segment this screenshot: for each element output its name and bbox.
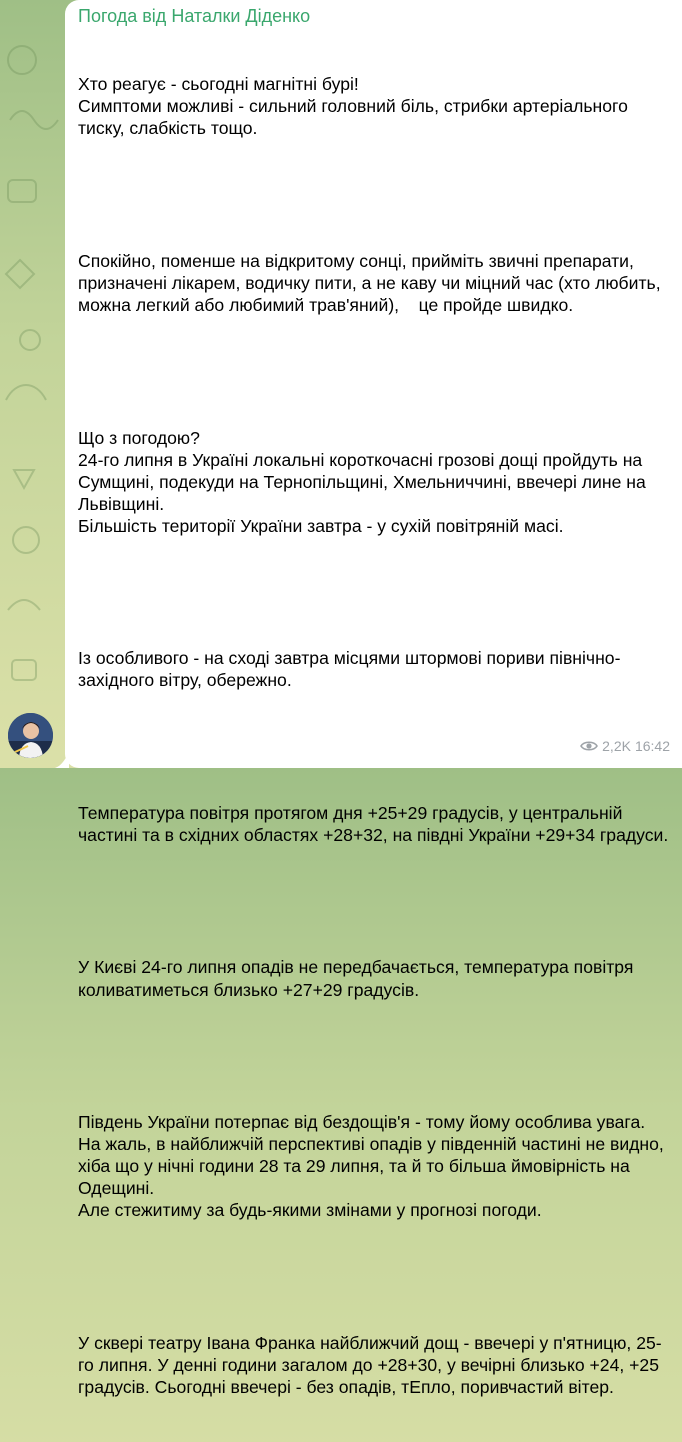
paragraph: Що з погодою? 24-го липня в Україні локальні короткочасні грозові дощі пройдуть на Сумщині, подекуди на Тернопільщині, Хмельниччині, ввечері лине на Львівщині. Більшість території України завтра - у сухій повітряній масі. bbox=[78, 427, 646, 536]
paragraph: Хто реагує - сьогодні магнітні бурі! Симптоми можливі - сильний головний біль, стрибки артеріального тиску, слабкість тощо. bbox=[78, 74, 628, 139]
view-count: 2,2K bbox=[602, 738, 631, 754]
message-time: 16:42 bbox=[634, 738, 670, 754]
message-bubble[interactable] bbox=[65, 0, 682, 1398]
sender-name[interactable]: Погода від Наталки Діденко bbox=[78, 6, 311, 26]
avatar-image bbox=[8, 713, 53, 758]
bubble-tail bbox=[55, 752, 69, 768]
message-text bbox=[78, 29, 672, 1442]
paragraph: Південь України потерпає від бездощів'я - тому йому особлива увага. На жаль, в найближчій перспективі опадів у південній частині не видно, хіба що у нічні години 28 та 29 липня, та й то більша ймовірність на Одещині. Але стежитиму за будь-якими змінами у прогнозі погоди. bbox=[78, 1112, 664, 1221]
paragraph: У Києві 24-го липня опадів не передбачається, температура повітря коливатиметься близько +27+29 градусів. bbox=[78, 957, 639, 1000]
paragraph: Із особливого - на сході завтра місцями штормові пориви північно-західного вітру, обережно. bbox=[78, 648, 621, 691]
paragraph: Температура повітря протягом дня +25+29 градусів, у центральній частині та в східних областях +28+32, на півдні України +29+34 градуси. bbox=[78, 802, 669, 845]
paragraph: Спокійно, поменше на відкритому сонці, прийміть звичні препарати, призначені лікарем, водичку пити, а не каву чи міцний час (хто любить, можна легкий або любимий трав'яний), це пройде швидко. bbox=[78, 250, 666, 316]
paragraph: У сквері театру Івана Франка найближчий дощ - ввечері у п'ятницю, 25-го липня. У денні години загалом до +28+30, у вечірні близько +24, +25 градусів. Сьогодні ввечері - без опадів, тЕпло, поривчастий вітер. bbox=[78, 1332, 664, 1398]
eye-icon bbox=[580, 740, 598, 752]
message-meta bbox=[580, 738, 670, 754]
avatar[interactable] bbox=[8, 713, 53, 758]
